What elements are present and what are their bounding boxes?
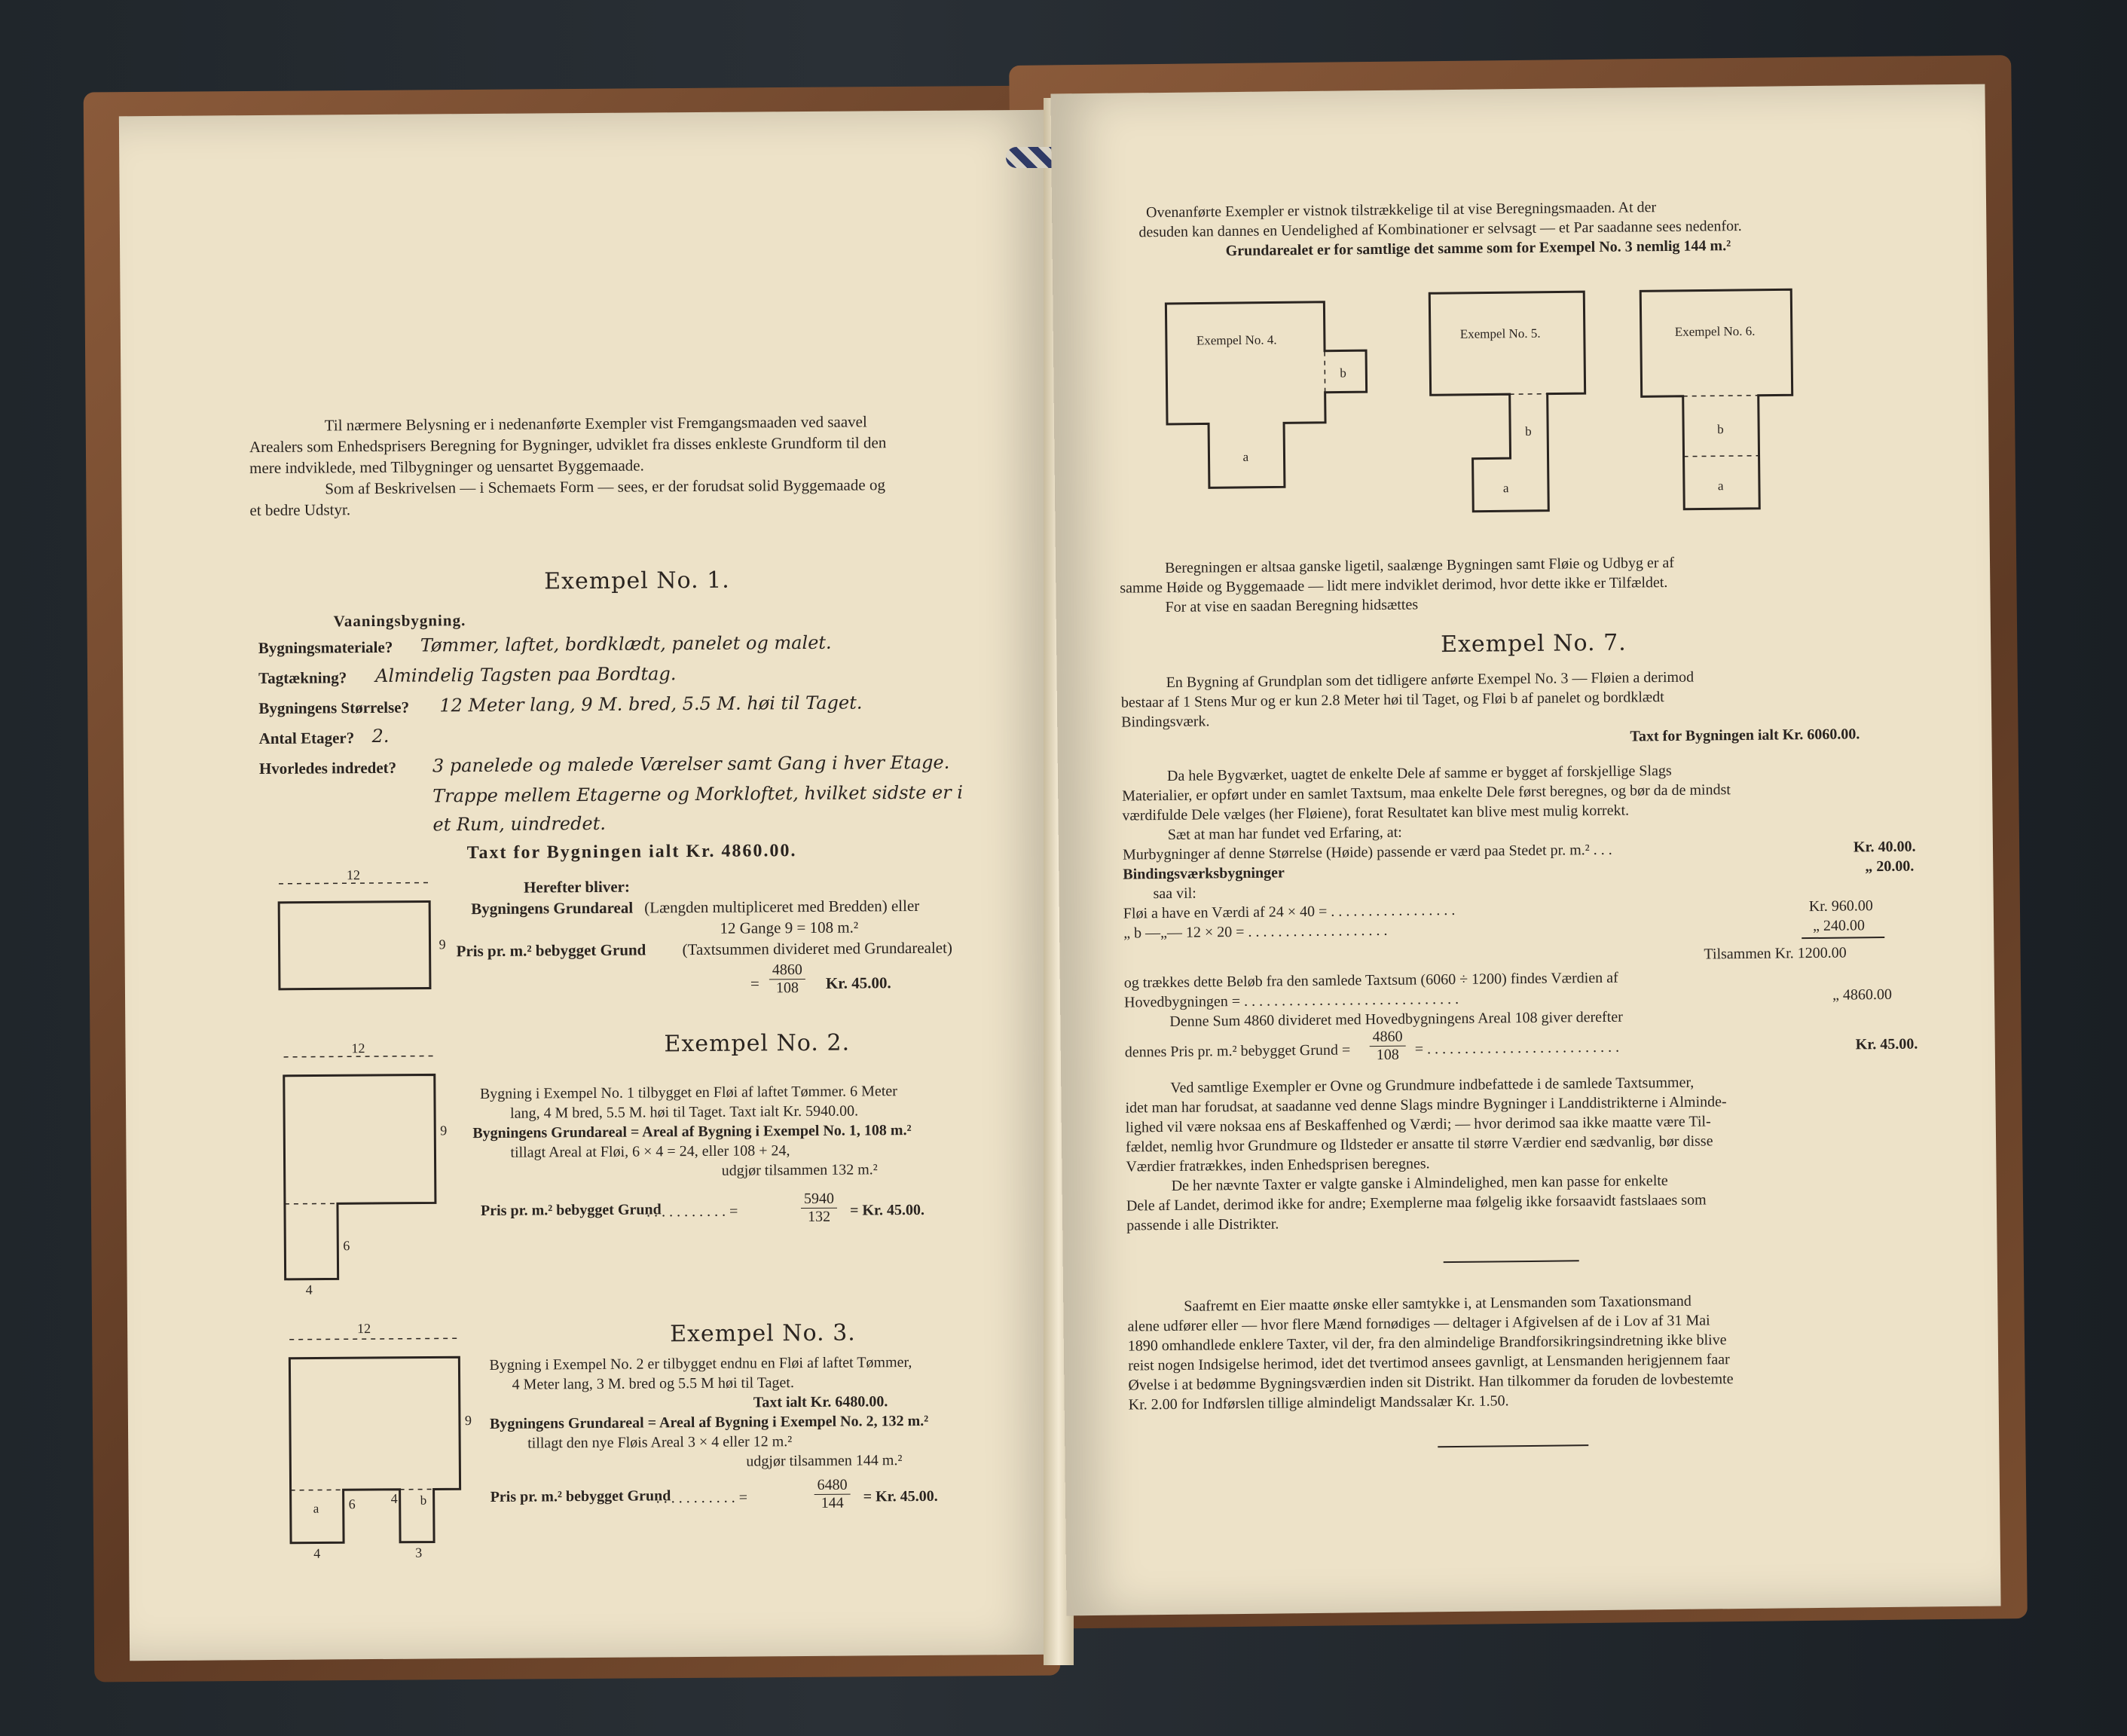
p3-8: passende i alle Distrikter. <box>1126 1215 1279 1234</box>
ex7-p1-2: bestaar af 1 Stens Mur og er kun 2.8 Meter høi til Taget, og Fløi b af panelet og bordklædt <box>1120 689 1664 711</box>
ex3-dim-side: 9 <box>464 1413 472 1429</box>
plan-ex5 <box>1429 292 1586 512</box>
ex7-frac-num: 4860 <box>1369 1028 1405 1047</box>
ex2-grund-2: tillagt Areal at Fløi, 6 × 4 = 24, eller 108 + 24, <box>510 1142 790 1161</box>
ex3-grund-2: tillagt den nye Fløis Areal 3 × 4 eller 12 m.² <box>527 1433 793 1452</box>
p4-3: 1890 omhandlede enklere Taxter, vil der, fra den almindelige Brandforsikringsindretning ikke blive <box>1127 1331 1727 1355</box>
plan-ex6 <box>1640 289 1793 509</box>
ex3-dim-3: 3 <box>415 1545 423 1560</box>
ex3-grund-3: udgjør tilsammen 144 m.² <box>746 1452 903 1470</box>
ex3-pris-label: Pris pr. m.² bebygget Grund <box>490 1487 671 1505</box>
intro-line-3: mere indviklede, med Tilbygninger og uensartet Byggemaade. <box>249 456 644 478</box>
intro-line-5: et bedre Udstyr. <box>249 500 351 520</box>
ex1-label: Hvorledes indredet? <box>258 758 397 778</box>
ex1-title: Exempel No. 1. <box>544 567 730 595</box>
ex1-fraction <box>769 961 805 997</box>
ex1-value: Tømmer, laftet, bordklædt, panelet og malet. <box>420 631 832 656</box>
ex1-label: Tagtækning? <box>258 668 347 688</box>
mid-3: For at vise en saadan Beregning hidsættes <box>1165 596 1419 616</box>
ex1-value: 2. <box>371 725 390 747</box>
ex7-denne: Denne Sum 4860 divideret med Hovedbygningens Areal 108 giver derefter <box>1169 1008 1623 1030</box>
ex1-pris-text: (Taxtsummen divideret med Grundarealet) <box>682 938 952 959</box>
right-page <box>1050 84 2000 1616</box>
plan-ex6-a: a <box>1717 478 1724 494</box>
ex2-dim-side: 9 <box>440 1123 448 1138</box>
ex7-title: Exempel No. 7. <box>1440 629 1627 659</box>
ex2-title: Exempel No. 2. <box>664 1029 851 1058</box>
ex1-frac-den: 108 <box>775 980 799 997</box>
ex2-grund-3: udgjør tilsammen 132 m.² <box>721 1161 878 1179</box>
ex2-dim-4: 4 <box>305 1282 313 1297</box>
ex1-frac-result: Kr. 45.00. <box>825 973 891 992</box>
intro-line-4: Som af Beskrivelsen — i Schemaets Form — sees, er der forudsat solid Byggemaade og <box>325 475 885 498</box>
ex7-p1-3: Bindingsværk. <box>1121 713 1210 731</box>
left-page: Til nærmere Belysning er i nedenanførte Exempler vist Fremgangsmaaden ved saavel Arealers som Enhedsprisers Beregning for Bygninger, udviklet fra disses enkleste Grundform til den mere indviklede, med Tilbygninger og uensartet Byggemaade. Som af Beskrivelsen — i Schemaets Form — sees, er der forudsat solid Byggemaade og et bedre Udstyr. Exempel No. 1. Vaaningsbygning. Bygningsmateriale? Tømmer, laftet, bordklædt, panelet og malet. Tagtækning? Almindelig Tagsten paa Bordtag. Bygningens Størrelse? 12 Meter lang, 9 M. bred, 5.5 M. høi til Taget. Antal Etager? 2. Hvorledes indredet? 3 panelede og malede Værelser samt Gang i hver Etage. Trappe mellem Etagerne og Morkloftet, hvilket sidste er i et Rum, uindredet. Taxt for Bygningen ialt Kr. 4860.00. 12 9 Herefter bliver: Bygningens Grundareal (Længden multipliceret med Bredden) eller 12 Gange 9 = 108 m.² Pris pr. m.² bebygget Grund (Taxtsummen divideret med Grundarealet) = $\frac{4860}{108}$ Kr. 45.00. Exempel No. 2. 12 9 6 4 Bygning i Exempel No. 1 tilbygget en Fløi af laftet Tømmer. 6 Meter lang, 4 M bred, 5.5 M. høi til Taget. Taxt ialt Kr. 5940.00. Bygningens Grundareal = Areal af Bygning i Exempel No. 1, 108 m.² tillagt Areal at Fløi, 6 × 4 = 24, eller 108 + 24, udgjør tilsammen 132 m.² Pris pr. m.² bebygget Grund . . . . . . . . . . . = $\frac{5940}{132}$ = Kr. 45.00. Exempel No. 3. 12 9 6 4 4 3 a b Bygning i Exempel No. 2 er tilbygget endnu en Fløi af laftet Tømmer, 4 Meter lang, 3 M. bred og 5.5 M høi til Taget. Taxt ialt Kr. 6480.00. Bygningens Grundareal = Areal af Bygning i Exempel No. 2, 132 m.² tillagt den nye Fløis Areal 3 × 4 eller 12 m.² udgjør tilsammen 144 m.² Pris pr. m.² bebygget Grund . . . . . . . . . . . = $\frac{6480}{144}$ = Kr. 45.00. <box>119 110 1060 1661</box>
ex1-cont-2: et Rum, uindredet. <box>432 812 607 836</box>
ex3-frac-den: 144 <box>821 1494 844 1511</box>
right-intro-1: Ovenanførte Exempler er vistnok tilstrækkelige til at vise Beregningsmaaden. At der <box>1146 199 1657 222</box>
ex1-label: Bygningens Størrelse? <box>258 698 410 718</box>
ex1-dim-top: 12 <box>346 867 360 883</box>
ex7-floi-a: Fløi a have en Værdi af 24 × 40 = . . . . . . . . . . . . . . . . . <box>1123 901 1456 922</box>
ex3-line-2: 4 Meter lang, 3 M. bred og 5.5 M høi til Taget. <box>512 1374 794 1393</box>
ex7-saa: saa vil: <box>1153 885 1196 903</box>
p3-1: Ved samtlige Exempler er Ovne og Grundmure indbefattede i de samlede Taxtsummer, <box>1170 1074 1695 1096</box>
ex7-fraction <box>1369 1028 1405 1065</box>
ex7-floi-b-val: „ 240.00 <box>1812 917 1866 935</box>
ex1-grund-label: Bygningens Grundareal <box>471 898 634 918</box>
plan-ex5-title: Exempel No. 5. <box>1459 326 1541 341</box>
ex2-dim-top: 12 <box>351 1041 365 1056</box>
ex3-dim-4b: 4 <box>390 1490 398 1506</box>
right-intro-3: Grundarealet er for samtlige det samme som for Exempel No. 3 nemlig 144 m.² <box>1225 237 1731 260</box>
plan-ex4-b: b <box>1340 365 1346 381</box>
ex7-hoved-val: „ 4860.00 <box>1832 986 1893 1004</box>
ex3-dim-6: 6 <box>348 1496 356 1512</box>
ex1-label: Antal Etager? <box>258 729 355 748</box>
intro-line-2: Arealers som Enhedsprisers Beregning for Bygninger, udviklet fra disses enkleste Grundform til den <box>249 433 887 457</box>
ex1-subtitle: Vaaningsbygning. <box>333 611 466 631</box>
ex3-fraction <box>814 1477 850 1512</box>
ex3-label-b: b <box>420 1493 427 1508</box>
p3-6: De her nævnte Taxter er valgte ganske i Almindelighed, men kan passe for enkelte <box>1171 1172 1668 1194</box>
ex2-frac-num: 5940 <box>801 1190 837 1209</box>
ex1-pris-label: Pris pr. m.² bebygget Grund <box>456 940 646 961</box>
ex3-grund: Bygningens Grundareal = Areal af Bygning i Exempel No. 2, 132 m.² <box>489 1412 929 1432</box>
p3-7: Dele af Landet, derimod ikke for andre; Exemplerne maa følgelig ikke forsaavidt fastslaaes som <box>1126 1191 1707 1215</box>
ex1-value: 3 panelede og malede Værelser samt Gang i hver Etage. <box>432 751 950 777</box>
plans-4-5-6 <box>1166 282 1846 515</box>
ex1-grund-text: (Længden multipliceret med Bredden) eller <box>644 896 920 917</box>
p4-1: Saafremt en Eier maatte ønske eller samtykke i, at Lensmanden som Taxationsmand <box>1184 1292 1692 1315</box>
p4-2: alene udfører eller — hvor flere Mænd fornødiges — deltager i Afgivelsen af de i Lov af 31 Mai <box>1127 1312 1710 1335</box>
ex7-p1-1: En Bygning af Grundplan som det tidligere anførte Exempel No. 3 — Fløien a derimod <box>1166 668 1695 691</box>
p3-3: lighed vil være noksaa ens af Beskaffenhed og Værdi; — hvor derimod saa ikke maatte være Til- <box>1125 1113 1711 1136</box>
ex7-floi-b: „ b —„— 12 × 20 = . . . . . . . . . . . . . . . . . . . <box>1123 921 1388 942</box>
p4-4: reist nogen Indsigelse herimod, idet det tvertimod ansees gavnligt, at Lensmanden herigjennem faar <box>1128 1351 1730 1374</box>
ex3-line-1: Bygning i Exempel No. 2 er tilbygget endnu en Fløi af laftet Tømmer, <box>489 1354 912 1374</box>
ex3-frac-result: = Kr. 45.00. <box>863 1487 938 1505</box>
p3-2: idet man har forudsat, at saadanne ved denne Slags mindre Bygninger i Landdistrikterne i Alminde- <box>1125 1093 1727 1117</box>
ex7-p2-3: værdifulde Dele vælges (her Fløiene), forat Resultatet kan blive mest mulig korrekt. <box>1122 802 1630 824</box>
ex3-dim-4a: 4 <box>313 1545 321 1561</box>
end-divider <box>1438 1444 1588 1447</box>
ex7-bind: Bindingsværksbygninger <box>1123 864 1285 883</box>
ex7-taxt: Taxt for Bygningen ialt Kr. 6060.00. <box>1630 726 1860 745</box>
ex3-dim-top: 12 <box>357 1321 371 1337</box>
plan-ex5-a: a <box>1502 481 1509 496</box>
ex1-value: 12 Meter lang, 9 M. bred, 5.5 M. høi til Taget. <box>439 692 863 717</box>
ex7-mur: Murbygninger af denne Størrelse (Høide) passende er værd paa Stedet pr. m.² . . . <box>1122 841 1612 863</box>
ex7-tilsammen: Tilsammen Kr. 1200.00 <box>1704 944 1847 963</box>
mid-1: Beregningen er altsaa ganske ligetil, saalænge Bygningen samt Fløie og Udbyg er af <box>1164 554 1675 576</box>
ex7-pris: dennes Pris pr. m.² bebygget Grund = <box>1124 1041 1351 1061</box>
ex1-frac-num: 4860 <box>769 961 805 980</box>
plan-ex6-title: Exempel No. 6. <box>1674 323 1756 339</box>
ex3-line-3: Taxt ialt Kr. 6480.00. <box>753 1393 888 1411</box>
ex3-floor-plan <box>252 1316 479 1561</box>
ex7-pris-val: Kr. 45.00. <box>1855 1035 1918 1053</box>
intro-line-1: Til nærmere Belysning er i nedenanførte Exempler vist Fremgangsmaaden ved saavel <box>324 412 867 435</box>
ex7-mur-val: Kr. 40.00. <box>1853 838 1916 856</box>
ex2-frac-result: = Kr. 45.00. <box>849 1201 925 1219</box>
ex2-grund: Bygningens Grundareal = Areal af Bygning i Exempel No. 1, 108 m.² <box>472 1122 912 1142</box>
ex3-frac-num: 6480 <box>814 1477 850 1495</box>
ex1-dim-side: 9 <box>439 937 446 952</box>
ex2-pris-label: Pris pr. m.² bebygget Grund <box>480 1201 662 1220</box>
ex7-hoved: Hovedbygningen = . . . . . . . . . . . . . . . . . . . . . . . . . . . . . <box>1123 990 1459 1011</box>
plan-ex4 <box>1166 301 1368 488</box>
p3-4: fældet, nemlig hvor Grundmure og Ildsteder er ansatte til større Værdier end sædvanlig, bør disse <box>1125 1132 1713 1156</box>
p3-5: Værdier fratrækkes, inden Enhedsprisen beregnes. <box>1126 1155 1430 1175</box>
mid-2: samme Høide og Byggemaade — lidt mere indviklet derimod, hvor dette ikke er Tilfældet. <box>1120 574 1668 597</box>
ex7-traekkes: og trækkes dette Beløb fra den samlede Taxtsum (6060 ÷ 1200) findes Værdien af <box>1123 969 1618 992</box>
p4-5: Øvelse i at bedømme Bygningsværdien inden sit Distrikt. Han tilkommer da foruden de lovbestemte <box>1128 1371 1734 1394</box>
ex2-fraction <box>801 1190 837 1226</box>
ex1-value: Almindelig Tagsten paa Bordtag. <box>374 663 677 686</box>
ex2-line-2: lang, 4 M bred, 5.5 M. høi til Taget. Taxt ialt Kr. 5940.00. <box>510 1102 859 1122</box>
ex3-title: Exempel No. 3. <box>670 1319 856 1348</box>
sum-rule <box>1802 937 1884 939</box>
ex7-p2-2: Materialier, er opført under en samlet Taxtsum, maa enkelte Dele først beregnes, og bør da de mindst <box>1122 781 1731 805</box>
plan-ex4-a: a <box>1242 449 1249 464</box>
section-divider <box>1444 1260 1579 1263</box>
plan-ex4-title: Exempel No. 4. <box>1196 332 1277 348</box>
ex7-frac-den: 108 <box>1376 1046 1399 1064</box>
ex1-grund-calc: 12 Gange 9 = 108 m.² <box>720 918 859 937</box>
ex7-floi-a-val: Kr. 960.00 <box>1808 897 1873 915</box>
ex7-p2-1: Da hele Bygværket, uagtet de enkelte Dele af samme er bygget af forskjellige Slags <box>1166 762 1672 784</box>
ex7-bind-val: „ 20.00. <box>1865 857 1915 876</box>
ex1-taxt: Taxt for Bygningen ialt Kr. 4860.00. <box>466 841 797 863</box>
ex1-floor-plan <box>249 867 460 1004</box>
ex2-dim-6: 6 <box>343 1238 350 1254</box>
ex7-p2-4: Sæt at man har fundet ved Erfaring, at: <box>1167 824 1402 843</box>
ex1-herefter: Herefter bliver: <box>523 877 631 897</box>
ex1-cont-1: Trappe mellem Etagerne og Morkloftet, hvilket sidste er i <box>432 781 964 807</box>
ex2-line-1: Bygning i Exempel No. 1 tilbygget en Fløi af laftet Tømmer. 6 Meter <box>479 1083 897 1103</box>
plan-ex6-b: b <box>1717 422 1724 437</box>
ex7-pris-dots: = . . . . . . . . . . . . . . . . . . . . . . . . . . <box>1414 1038 1620 1058</box>
right-intro-2: desuden kan dannes en Uendelighed af Kombinationer er selvsagt — et Par saadanne sees nedenfor. <box>1138 217 1742 241</box>
ex1-label: Bygningsmateriale? <box>258 637 393 658</box>
ex3-label-a: a <box>313 1501 319 1516</box>
ex2-frac-den: 132 <box>808 1208 831 1225</box>
plan-ex5-b: b <box>1525 423 1532 439</box>
p4-6: Kr. 2.00 for Indførslen tillige almindeligt Mandssalær Kr. 1.50. <box>1128 1392 1509 1414</box>
ex2-floor-plan <box>249 1041 469 1297</box>
